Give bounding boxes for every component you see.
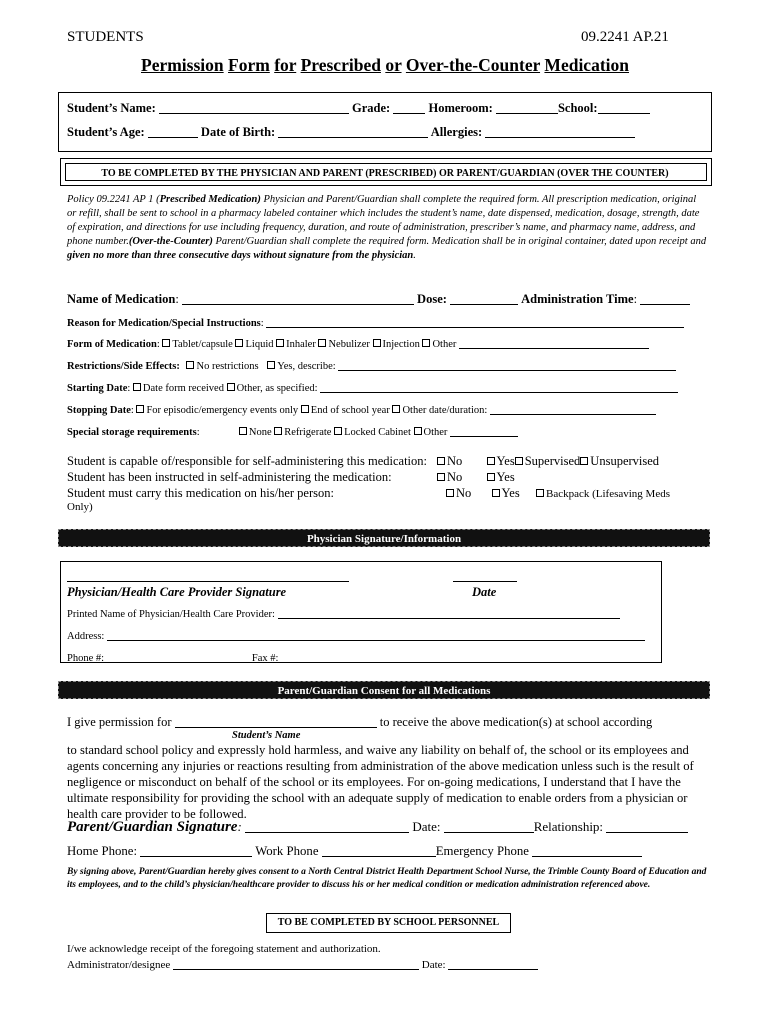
consent-disclaimer: By signing above, Parent/Guardian hereby gives consent to a North Central District Health Department School Nurse, the Trimble County Board of Education and its employees, and to the child’s physician/healthcare provider to discuss his or her medical condition or medication administration referenced above. <box>67 867 707 890</box>
physician-section-bar: Physician Signature/Information <box>58 529 710 547</box>
consent-section-bar: Parent/Guardian Consent for all Medications <box>58 681 710 699</box>
fax-field[interactable] <box>281 651 425 663</box>
self-admin-q2: Student has been instructed in self-administering the medication: <box>67 470 392 484</box>
option-label: No restrictions <box>196 361 259 372</box>
restrictions-field[interactable] <box>338 359 676 371</box>
title-word: Medication <box>544 55 629 75</box>
option-label: No <box>456 486 472 500</box>
policy-text <box>67 193 707 263</box>
receive-text: to receive the above medication(s) at school according <box>379 715 653 729</box>
self-admin-q1-options <box>437 454 659 469</box>
relationship-label: Relationship: <box>533 819 604 834</box>
checkbox[interactable] <box>239 427 247 435</box>
reason-row: Reason for Medication/Special Instructions: <box>67 316 684 329</box>
parent-signature-row: Parent/Guardian Signature: Date: Relationship: <box>67 819 688 836</box>
parent-date-label: Date: <box>412 819 441 834</box>
checkbox[interactable] <box>536 489 544 497</box>
self-admin-q3: Student must carry this medication on his/her person: <box>67 486 334 500</box>
emergency-phone-label: Emergency Phone <box>435 844 529 858</box>
grade-field[interactable] <box>393 102 425 114</box>
option-label: Other <box>432 339 457 350</box>
checkbox[interactable] <box>437 457 445 465</box>
administrator-row <box>67 958 538 971</box>
policy-part: given no more than three consecutive days without signature from the physician <box>67 250 414 261</box>
self-admin-q3-options <box>446 486 670 501</box>
parent-signature-field[interactable] <box>245 821 409 833</box>
home-phone-label: Home Phone: <box>67 844 138 858</box>
form-other-field[interactable] <box>459 337 649 349</box>
physician-signature-label: Physician/Health Care Provider Signature <box>67 585 287 599</box>
checkbox[interactable] <box>373 339 381 347</box>
checkbox[interactable] <box>487 457 495 465</box>
option-label: Inhaler <box>286 339 316 350</box>
self-admin-q3-tail: Only) <box>67 501 93 513</box>
option-label: Backpack (Lifesaving Meds <box>545 488 670 500</box>
option-label: Locked Cabinet <box>344 427 411 438</box>
student-name-label: Student’s Name: <box>67 101 156 115</box>
policy-part: Physician and Parent/Guardian shall complete the required form. All prescription medication, original or refill, shall be sent to school in a pharmacy labeled container which includes the student’s name, date dispensed, medication, dosage, strength, date of expiration, and directions for use including frequency, duration, and route of administration, prescriber’s name, and pharmacy name, address, and phone number. <box>67 194 700 247</box>
checkbox[interactable] <box>136 405 144 413</box>
title-word: for <box>274 55 297 75</box>
printed-name-label: Printed Name of Physician/Health Care Provider: <box>67 609 275 620</box>
allergies-label: Allergies: <box>430 125 483 139</box>
title-word: or <box>385 55 402 75</box>
checkbox[interactable] <box>437 473 445 481</box>
dob-label: Date of Birth: <box>200 125 276 139</box>
admin-time-label: Administration Time <box>521 292 634 306</box>
permission-label: I give permission for <box>67 715 172 729</box>
admin-time-field[interactable] <box>640 293 690 305</box>
allergies-field[interactable] <box>485 126 635 138</box>
checkbox[interactable] <box>392 405 400 413</box>
title-word: Permission <box>141 55 224 75</box>
checkbox[interactable] <box>318 339 326 347</box>
medication-name-field[interactable] <box>182 293 414 305</box>
consent-body: to standard school policy and expressly hold harmless, and waive any liability on behalf of, the school or its employees and agents concerning any injuries or reactions resulting from administration of the above medication unless such is the result of negligence or misconduct on behalf of the school or its employees. For on-going medications, I understand that I have the ultimate responsibility for providing the school with an adequate supply of medication to enable orders from a physician or health care provider to be followed. <box>67 743 694 821</box>
reason-label: Reason for Medication/Special Instructions <box>67 318 261 329</box>
option-label: Injection <box>382 339 420 350</box>
printed-name-row <box>67 607 620 620</box>
restrictions-label: Restrictions/Side Effects: <box>67 361 180 372</box>
checkbox[interactable] <box>235 339 243 347</box>
option-label: Yes <box>496 454 515 468</box>
checkbox[interactable] <box>580 457 588 465</box>
checkbox[interactable] <box>422 339 430 347</box>
checkbox[interactable] <box>487 473 495 481</box>
form-row: Form of Medication: Tablet/capsule Liquid Inhaler Nebulizer Injection Other <box>67 337 649 350</box>
grade-label: Grade: <box>352 101 391 115</box>
student-name-consent-field[interactable] <box>175 716 377 728</box>
stopping-row: Stopping Date: For episodic/emergency events only End of school year Other date/duration: <box>67 403 656 416</box>
phone-fax-row <box>67 651 425 664</box>
phone-field[interactable] <box>107 651 243 663</box>
option-label: For episodic/emergency events only <box>146 405 299 416</box>
policy-part: (Over-the-Counter) <box>128 236 213 247</box>
option-label: Unsupervised <box>590 454 660 468</box>
starting-label: Starting Date <box>67 383 128 394</box>
option-label: Yes <box>496 470 515 484</box>
fax-label: Fax #: <box>251 653 279 664</box>
school-personnel-note: TO BE COMPLETED BY SCHOOL PERSONNEL <box>277 917 500 928</box>
student-age-label: Student’s Age: <box>67 125 145 139</box>
option-label: Other <box>423 427 448 438</box>
policy-part: . <box>413 250 416 261</box>
student-age-field[interactable] <box>148 126 198 138</box>
emergency-phone-field[interactable] <box>532 845 642 857</box>
checkbox[interactable] <box>414 427 422 435</box>
option-label: Yes <box>501 486 520 500</box>
school-date-label: Date: <box>421 959 446 971</box>
option-label: No <box>447 470 463 484</box>
checkbox[interactable] <box>301 405 309 413</box>
parent-signature-label: Parent/Guardian Signature <box>67 819 238 835</box>
option-label: Other date/duration: <box>402 405 488 416</box>
policy-part: Parent/Guardian shall complete the required form. Medication shall be in original container, dated upon receipt and <box>212 236 707 247</box>
checkbox[interactable] <box>267 361 275 369</box>
starting-row: Starting Date: Date form received Other, as specified: <box>67 381 678 394</box>
school-field[interactable] <box>598 102 650 114</box>
school-label: School: <box>557 101 598 115</box>
checkbox[interactable] <box>276 339 284 347</box>
checkbox[interactable] <box>133 383 141 391</box>
dob-field[interactable] <box>278 126 428 138</box>
home-phone-field[interactable] <box>140 845 252 857</box>
self-admin-q2-options <box>437 470 515 485</box>
restrictions-row <box>67 359 676 372</box>
students-name-caption: Student’s Name <box>232 730 301 741</box>
checkbox[interactable] <box>446 489 454 497</box>
checkbox[interactable] <box>274 427 282 435</box>
physician-signature-line[interactable] <box>67 581 349 582</box>
form-label: Form of Medication <box>67 339 157 350</box>
section-code: STUDENTS <box>67 29 144 45</box>
work-phone-label: Work Phone <box>255 844 319 858</box>
printed-name-field[interactable] <box>278 607 620 619</box>
stopping-label: Stopping Date <box>67 405 131 416</box>
parent-date-field[interactable] <box>444 821 534 833</box>
checkbox[interactable] <box>334 427 342 435</box>
policy-part: Policy 09.2241 AP 1 ( <box>67 194 160 205</box>
title-word: Form <box>228 55 270 75</box>
administrator-field[interactable] <box>173 958 419 970</box>
option-label: None <box>248 427 272 438</box>
self-admin-q1: Student is capable of/responsible for self-administering this medication: <box>67 454 427 468</box>
checkbox[interactable] <box>162 339 170 347</box>
title-word: Over-the-Counter <box>405 55 541 75</box>
page-title <box>0 55 770 76</box>
storage-other-field[interactable] <box>450 425 518 437</box>
checkbox[interactable] <box>515 457 523 465</box>
medication-name-label: Name of Medication <box>67 292 176 306</box>
work-phone-field[interactable] <box>322 845 436 857</box>
storage-label: Special storage requirements <box>67 427 197 438</box>
completion-note: TO BE COMPLETED BY THE PHYSICIAN AND PARENT (PRESCRIBED) OR PARENT/GUARDIAN (OVER THE COUNTER) <box>101 168 669 179</box>
address-label: Address: <box>67 631 105 642</box>
option-label: Nebulizer <box>328 339 370 350</box>
option-label: Yes, describe: <box>277 361 336 372</box>
option-label: Liquid <box>245 339 274 350</box>
checkbox[interactable] <box>227 383 235 391</box>
starting-field[interactable] <box>320 381 678 393</box>
storage-row: Special storage requirements: None Refrigerate Locked Cabinet Other <box>67 425 518 438</box>
relationship-field[interactable] <box>606 821 688 833</box>
option-label: End of school year <box>310 405 390 416</box>
homeroom-field[interactable] <box>496 102 558 114</box>
address-field[interactable] <box>107 629 645 641</box>
physician-date-label: Date <box>472 585 497 599</box>
checkbox[interactable] <box>492 489 500 497</box>
checkbox[interactable] <box>186 361 194 369</box>
option-label: Supervised <box>524 454 581 468</box>
medication-name-row: Name of Medication: Dose: Administration Time: <box>67 292 690 307</box>
option-label: No <box>447 454 463 468</box>
phones-row <box>67 844 642 859</box>
permission-row <box>67 715 652 730</box>
school-date-field[interactable] <box>448 958 538 970</box>
policy-part: Prescribed Medication) <box>159 194 261 205</box>
student-info-row-1 <box>67 101 650 116</box>
policy-number: 09.2241 AP.21 <box>581 29 669 45</box>
title-word: Prescribed <box>300 55 381 75</box>
dose-label: Dose: <box>417 292 447 306</box>
option-label: Date form received <box>142 383 224 394</box>
reason-field[interactable] <box>266 316 684 328</box>
option-label: Other, as specified: <box>236 383 318 394</box>
student-info-row-2 <box>67 125 635 140</box>
administrator-label: Administrator/designee <box>67 959 171 971</box>
acknowledgement-text: I/we acknowledge receipt of the foregoing statement and authorization. <box>67 943 381 955</box>
address-row <box>67 629 645 642</box>
student-name-field[interactable] <box>159 102 349 114</box>
stopping-field[interactable] <box>490 403 656 415</box>
homeroom-label: Homeroom: <box>428 101 493 115</box>
dose-field[interactable] <box>450 293 518 305</box>
physician-date-line[interactable] <box>453 581 517 582</box>
option-label: Refrigerate <box>284 427 332 438</box>
phone-label: Phone #: <box>67 653 105 664</box>
option-label: Tablet/capsule <box>172 339 233 350</box>
